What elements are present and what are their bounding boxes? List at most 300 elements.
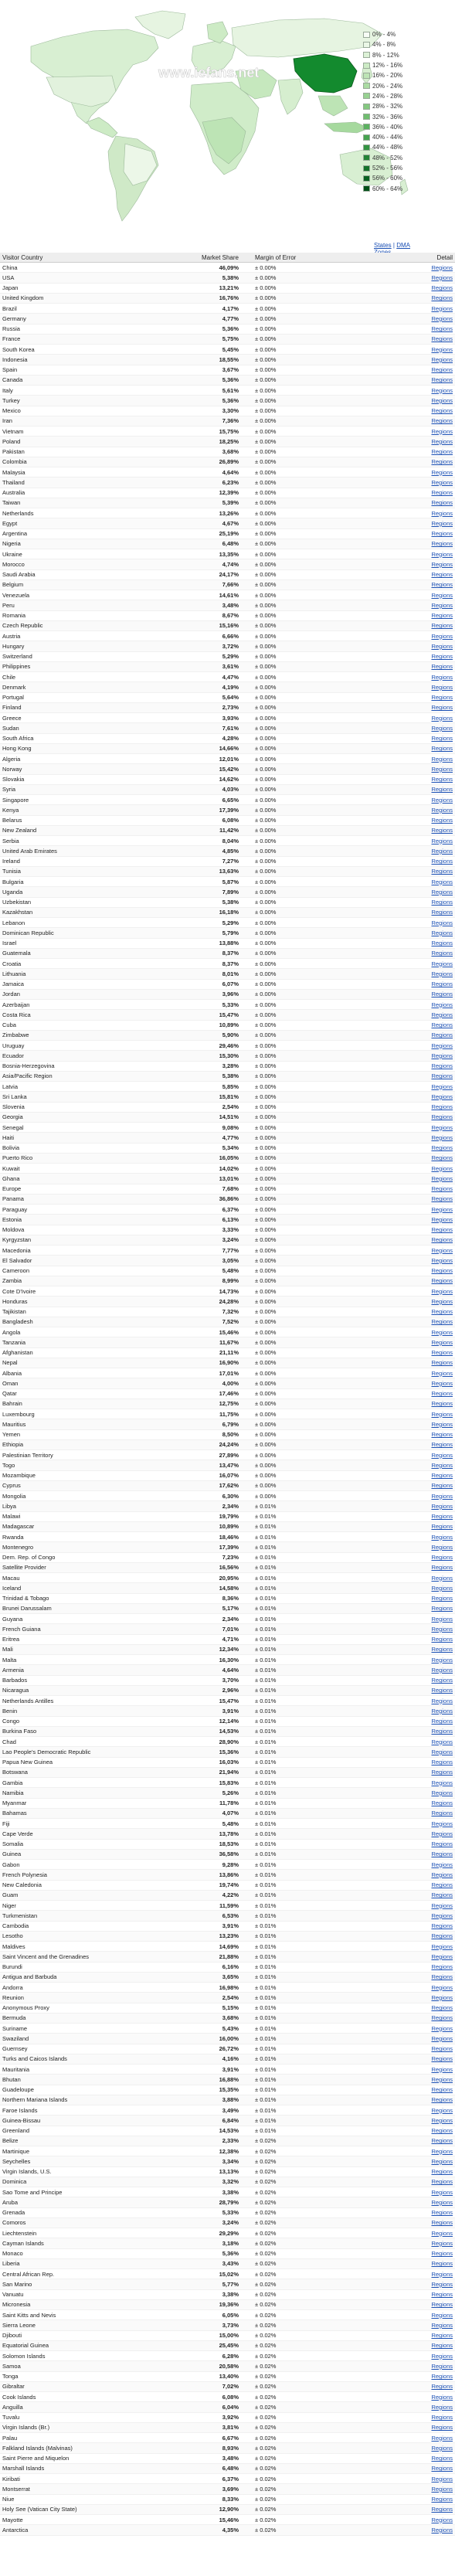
market-share-value: 7,52% xyxy=(159,1317,241,1327)
regions-link[interactable]: Regions xyxy=(431,2137,453,2145)
regions-link[interactable]: Regions xyxy=(431,1318,453,1326)
margin-of-error-value: ± 0.01% xyxy=(241,1614,389,1624)
market-share-value: 15,00% xyxy=(159,2330,241,2340)
regions-link[interactable]: Regions xyxy=(431,858,453,865)
regions-link[interactable]: Regions xyxy=(431,694,453,702)
regions-link[interactable]: Regions xyxy=(431,581,453,589)
table-row xyxy=(0,1737,455,1747)
table-row xyxy=(0,1665,455,1675)
regions-link[interactable]: Regions xyxy=(431,1810,453,1817)
regions-link[interactable]: Regions xyxy=(431,1215,453,1223)
regions-link[interactable]: Regions xyxy=(431,1195,453,1203)
regions-link[interactable]: Regions xyxy=(431,294,453,302)
regions-link[interactable]: Regions xyxy=(431,304,453,312)
regions-link[interactable]: Regions xyxy=(431,1072,453,1080)
regions-link[interactable]: Regions xyxy=(431,1420,453,1428)
regions-link[interactable]: Regions xyxy=(431,540,453,548)
table-row xyxy=(0,651,455,661)
regions-link[interactable]: Regions xyxy=(431,745,453,753)
regions-link[interactable]: Regions xyxy=(431,1584,453,1592)
regions-link[interactable]: Regions xyxy=(431,673,453,681)
regions-link[interactable]: Regions xyxy=(431,960,453,967)
regions-link[interactable]: Regions xyxy=(431,458,453,466)
regions-link[interactable]: Regions xyxy=(431,263,453,271)
detail-cell xyxy=(389,590,455,600)
regions-link[interactable]: Regions xyxy=(431,1677,453,1684)
regions-link[interactable]: Regions xyxy=(431,1963,453,1971)
regions-link[interactable]: Regions xyxy=(431,1297,453,1305)
regions-link[interactable]: Regions xyxy=(431,2465,453,2472)
market-share-value: 11,59% xyxy=(159,1901,241,1911)
regions-link[interactable]: Regions xyxy=(431,806,453,814)
regions-link[interactable]: Regions xyxy=(431,1799,453,1807)
regions-link[interactable]: Regions xyxy=(431,2106,453,2114)
regions-link[interactable]: Regions xyxy=(431,735,453,743)
regions-link[interactable]: Regions xyxy=(431,1349,453,1357)
regions-link[interactable]: Regions xyxy=(431,2065,453,2073)
regions-link[interactable]: Regions xyxy=(431,2209,453,2217)
regions-link[interactable]: Regions xyxy=(431,755,453,763)
regions-link[interactable]: Regions xyxy=(431,1226,453,1234)
regions-link[interactable]: Regions xyxy=(431,847,453,855)
regions-link[interactable]: Regions xyxy=(431,2034,453,2042)
regions-link[interactable]: Regions xyxy=(431,1400,453,1408)
detail-cell xyxy=(389,2474,455,2484)
regions-link[interactable]: Regions xyxy=(431,468,453,476)
regions-link[interactable]: Regions xyxy=(431,1103,453,1111)
margin-of-error-value: ± 0.00% xyxy=(241,959,389,969)
table-row xyxy=(0,1450,455,1460)
regions-link[interactable]: Regions xyxy=(431,2332,453,2340)
regions-link[interactable]: Regions xyxy=(431,1205,453,1213)
regions-link[interactable]: Regions xyxy=(431,478,453,486)
country-name: Singapore xyxy=(0,795,159,805)
margin-of-error-value: ± 0.00% xyxy=(241,467,389,477)
regions-link[interactable]: Regions xyxy=(431,2342,453,2350)
regions-link[interactable]: Regions xyxy=(431,1707,453,1715)
country-name: Zambia xyxy=(0,1276,159,1286)
regions-link[interactable]: Regions xyxy=(431,2147,453,2155)
regions-link[interactable]: Regions xyxy=(431,2260,453,2268)
regions-link[interactable]: Regions xyxy=(431,2075,453,2083)
regions-link[interactable]: Regions xyxy=(431,1769,453,1776)
regions-link[interactable]: Regions xyxy=(431,642,453,650)
regions-link[interactable]: Regions xyxy=(431,714,453,722)
table-row xyxy=(0,2299,455,2309)
regions-link[interactable]: Regions xyxy=(431,2362,453,2370)
regions-link[interactable]: Regions xyxy=(431,899,453,906)
regions-link[interactable]: Regions xyxy=(431,1267,453,1275)
table-row xyxy=(0,1542,455,1552)
regions-link[interactable]: Regions xyxy=(431,396,453,404)
detail-cell xyxy=(389,2484,455,2494)
regions-link[interactable]: Regions xyxy=(431,2270,453,2278)
regions-link[interactable]: Regions xyxy=(431,591,453,599)
regions-link[interactable]: Regions xyxy=(431,1666,453,1674)
regions-link[interactable]: Regions xyxy=(431,909,453,916)
regions-link[interactable]: Regions xyxy=(431,1595,453,1602)
regions-link[interactable]: Regions xyxy=(431,1246,453,1254)
regions-link[interactable]: Regions xyxy=(431,622,453,630)
country-name: Turkmenistan xyxy=(0,1911,159,1921)
legend-label: 24% - 28% xyxy=(372,92,403,100)
margin-of-error-value: ± 0.00% xyxy=(241,1491,389,1501)
regions-link[interactable]: Regions xyxy=(431,355,453,363)
regions-link[interactable]: Regions xyxy=(431,2291,453,2299)
regions-link[interactable]: Regions xyxy=(431,1748,453,1755)
market-share-value: 4,03% xyxy=(159,784,241,794)
regions-link[interactable]: Regions xyxy=(431,1042,453,1049)
regions-link[interactable]: Regions xyxy=(431,1390,453,1398)
regions-link[interactable]: Regions xyxy=(431,2157,453,2165)
regions-link[interactable]: Regions xyxy=(431,2116,453,2124)
regions-link[interactable]: Regions xyxy=(431,1492,453,1500)
regions-link[interactable]: Regions xyxy=(431,427,453,435)
regions-link[interactable]: Regions xyxy=(431,1656,453,1664)
regions-link[interactable]: Regions xyxy=(431,1123,453,1131)
regions-link[interactable]: Regions xyxy=(431,1850,453,1858)
regions-link[interactable]: Regions xyxy=(431,1277,453,1285)
regions-link[interactable]: Regions xyxy=(431,1113,453,1121)
regions-link[interactable]: Regions xyxy=(431,878,453,885)
margin-of-error-value: ± 0.00% xyxy=(241,1409,389,1419)
market-share-value: 17,46% xyxy=(159,1388,241,1398)
table-row xyxy=(0,856,455,866)
regions-link[interactable]: Regions xyxy=(431,601,453,609)
regions-link[interactable]: Regions xyxy=(431,2168,453,2176)
regions-link[interactable]: Regions xyxy=(431,2393,453,2401)
regions-link[interactable]: Regions xyxy=(431,1830,453,1837)
table-row xyxy=(0,1256,455,1266)
regions-link[interactable]: Regions xyxy=(431,1031,453,1039)
regions-link[interactable]: Regions xyxy=(431,345,453,353)
header-visitor-country[interactable]: Visitor Country xyxy=(0,253,159,263)
regions-link[interactable]: Regions xyxy=(431,1687,453,1694)
regions-link[interactable]: Regions xyxy=(431,1605,453,1613)
regions-link[interactable]: Regions xyxy=(431,1482,453,1490)
regions-link[interactable]: Regions xyxy=(431,1881,453,1889)
regions-link[interactable]: Regions xyxy=(431,325,453,333)
regions-link[interactable]: Regions xyxy=(431,1174,453,1182)
regions-link[interactable]: Regions xyxy=(431,1901,453,1909)
regions-link[interactable]: Regions xyxy=(431,1564,453,1572)
legend-swatch xyxy=(363,165,370,172)
regions-link[interactable]: Regions xyxy=(431,1287,453,1295)
regions-link[interactable]: Regions xyxy=(431,2024,453,2032)
regions-link[interactable]: Regions xyxy=(431,2127,453,2135)
table-row xyxy=(0,2340,455,2350)
country-name: Dominica xyxy=(0,2177,159,2187)
regions-link[interactable]: Regions xyxy=(431,448,453,456)
regions-link[interactable]: Regions xyxy=(431,632,453,640)
regions-link[interactable]: Regions xyxy=(431,1942,453,1950)
regions-link[interactable]: Regions xyxy=(431,837,453,845)
regions-link[interactable]: Regions xyxy=(431,335,453,343)
market-share-value: 2,96% xyxy=(159,1685,241,1695)
regions-link[interactable]: Regions xyxy=(431,2516,453,2523)
regions-link[interactable]: Regions xyxy=(431,1093,453,1100)
regions-link[interactable]: Regions xyxy=(431,2352,453,2360)
regions-link[interactable]: Regions xyxy=(431,1328,453,1336)
regions-link[interactable]: Regions xyxy=(431,1533,453,1541)
regions-link[interactable]: Regions xyxy=(431,1718,453,1725)
margin-of-error-value: ± 0.01% xyxy=(241,1767,389,1777)
detail-cell xyxy=(389,1491,455,1501)
regions-link[interactable]: Regions xyxy=(431,724,453,732)
regions-link[interactable]: Regions xyxy=(431,1554,453,1562)
regions-link[interactable]: Regions xyxy=(431,1082,453,1090)
regions-link[interactable]: Regions xyxy=(431,2444,453,2452)
regions-link[interactable]: Regions xyxy=(431,407,453,415)
regions-link[interactable]: Regions xyxy=(431,284,453,292)
regions-link[interactable]: Regions xyxy=(431,1728,453,1735)
regions-link[interactable]: Regions xyxy=(431,1543,453,1551)
table-row xyxy=(0,375,455,385)
table-row xyxy=(0,2013,455,2023)
regions-link[interactable]: Regions xyxy=(431,2475,453,2483)
regions-link[interactable]: Regions xyxy=(431,1738,453,1745)
country-name: Gambia xyxy=(0,1778,159,1788)
margin-of-error-value: ± 0.01% xyxy=(241,1808,389,1818)
regions-link[interactable]: Regions xyxy=(431,489,453,497)
regions-link[interactable]: Regions xyxy=(431,704,453,712)
regions-link[interactable]: Regions xyxy=(431,991,453,998)
country-name: Solomon Islands xyxy=(0,2351,159,2361)
regions-link[interactable]: Regions xyxy=(431,1912,453,1919)
regions-link[interactable]: Regions xyxy=(431,2178,453,2186)
regions-link[interactable]: Regions xyxy=(431,1973,453,1981)
table-row xyxy=(0,2258,455,2268)
regions-link[interactable]: Regions xyxy=(431,2414,453,2421)
regions-link[interactable]: Regions xyxy=(431,827,453,834)
regions-link[interactable]: Regions xyxy=(431,1759,453,1766)
regions-link[interactable]: Regions xyxy=(431,796,453,804)
regions-link[interactable]: Regions xyxy=(431,1472,453,1480)
market-share-value: 4,19% xyxy=(159,682,241,692)
legend-swatch xyxy=(363,42,370,48)
regions-link[interactable]: Regions xyxy=(431,776,453,783)
regions-link[interactable]: Regions xyxy=(431,366,453,374)
regions-link[interactable]: Regions xyxy=(431,2311,453,2319)
regions-link[interactable]: Regions xyxy=(431,2004,453,2012)
detail-cell xyxy=(389,2525,455,2535)
regions-link[interactable]: Regions xyxy=(431,1461,453,1469)
regions-link[interactable]: Regions xyxy=(431,1021,453,1029)
table-row xyxy=(0,488,455,498)
regions-link[interactable]: Regions xyxy=(431,940,453,947)
detail-cell xyxy=(389,754,455,764)
regions-link[interactable]: Regions xyxy=(431,1133,453,1141)
regions-link[interactable]: Regions xyxy=(431,2198,453,2206)
detail-cell xyxy=(389,1205,455,1215)
regions-link[interactable]: Regions xyxy=(431,929,453,936)
regions-link[interactable]: Regions xyxy=(431,950,453,957)
regions-link[interactable]: Regions xyxy=(431,970,453,977)
regions-link[interactable]: Regions xyxy=(431,1789,453,1796)
regions-link[interactable]: Regions xyxy=(431,1779,453,1786)
table-row xyxy=(0,2177,455,2187)
regions-link[interactable]: Regions xyxy=(431,1922,453,1930)
regions-link[interactable]: Regions xyxy=(431,386,453,394)
regions-link[interactable]: Regions xyxy=(431,2526,453,2534)
regions-link[interactable]: Regions xyxy=(431,274,453,281)
regions-link[interactable]: Regions xyxy=(431,817,453,824)
regions-link[interactable]: Regions xyxy=(431,1697,453,1704)
regions-link[interactable]: Regions xyxy=(431,437,453,445)
regions-link[interactable]: Regions xyxy=(431,2014,453,2022)
regions-link[interactable]: Regions xyxy=(431,509,453,517)
regions-link[interactable]: Regions xyxy=(431,499,453,507)
regions-link[interactable]: Regions xyxy=(431,1185,453,1193)
country-name: Reunion xyxy=(0,1993,159,2003)
country-name: Central African Rep. xyxy=(0,2269,159,2279)
regions-link[interactable]: Regions xyxy=(431,612,453,620)
regions-link[interactable]: Regions xyxy=(431,1379,453,1387)
regions-link[interactable]: Regions xyxy=(431,1932,453,1940)
regions-link[interactable]: Regions xyxy=(431,550,453,558)
regions-link[interactable]: Regions xyxy=(431,560,453,568)
regions-link[interactable]: Regions xyxy=(431,2086,453,2094)
regions-link[interactable]: Regions xyxy=(431,571,453,579)
detail-cell xyxy=(389,1317,455,1327)
regions-link[interactable]: Regions xyxy=(431,2383,453,2391)
table-row xyxy=(0,2484,455,2494)
market-share-value: 6,08% xyxy=(159,2392,241,2402)
regions-link[interactable]: Regions xyxy=(431,980,453,988)
regions-link[interactable]: Regions xyxy=(431,1983,453,1991)
detail-cell xyxy=(389,1337,455,1347)
margin-of-error-value: ± 0.00% xyxy=(241,1256,389,1266)
regions-link[interactable]: Regions xyxy=(431,1871,453,1878)
regions-link[interactable]: Regions xyxy=(431,919,453,926)
regions-link[interactable]: Regions xyxy=(431,519,453,527)
regions-link[interactable]: Regions xyxy=(431,683,453,691)
regions-link[interactable]: Regions xyxy=(431,1523,453,1531)
regions-link[interactable]: Regions xyxy=(431,1308,453,1316)
regions-link[interactable]: Regions xyxy=(431,1236,453,1244)
regions-link[interactable]: Regions xyxy=(431,2485,453,2493)
regions-link[interactable]: Regions xyxy=(431,1144,453,1152)
detail-cell xyxy=(389,1153,455,1163)
regions-link[interactable]: Regions xyxy=(431,1502,453,1510)
regions-link[interactable]: Regions xyxy=(431,1820,453,1827)
regions-link[interactable]: Regions xyxy=(431,2373,453,2381)
regions-link[interactable]: Regions xyxy=(431,2321,453,2329)
legend-swatch xyxy=(363,83,370,89)
regions-link[interactable]: Regions xyxy=(431,1840,453,1848)
detail-cell xyxy=(389,2351,455,2361)
detail-cell xyxy=(389,539,455,549)
regions-link[interactable]: Regions xyxy=(431,1001,453,1008)
regions-link[interactable]: Regions xyxy=(431,417,453,425)
regions-link[interactable]: Regions xyxy=(431,1011,453,1018)
legend-swatch xyxy=(363,63,370,69)
regions-link[interactable]: Regions xyxy=(431,1615,453,1623)
regions-link[interactable]: Regions xyxy=(431,1952,453,1960)
margin-of-error-value: ± 0.00% xyxy=(241,887,389,897)
regions-link[interactable]: Regions xyxy=(431,1574,453,1582)
regions-link[interactable]: Regions xyxy=(431,1636,453,1643)
regions-link[interactable]: Regions xyxy=(431,1256,453,1264)
regions-link[interactable]: Regions xyxy=(431,1338,453,1346)
regions-link[interactable]: Regions xyxy=(431,1861,453,1868)
regions-link[interactable]: Regions xyxy=(431,1359,453,1367)
table-row xyxy=(0,1051,455,1061)
regions-link[interactable]: Regions xyxy=(431,1646,453,1653)
regions-link[interactable]: Regions xyxy=(431,2424,453,2432)
country-name: Vanuatu xyxy=(0,2289,159,2299)
regions-link[interactable]: Regions xyxy=(431,2219,453,2227)
regions-link[interactable]: Regions xyxy=(431,888,453,895)
country-name: Guam xyxy=(0,1890,159,1900)
market-share-value: 6,66% xyxy=(159,631,241,641)
regions-link[interactable]: Regions xyxy=(431,530,453,538)
regions-link[interactable]: Regions xyxy=(431,786,453,794)
regions-link[interactable]: Regions xyxy=(431,1441,453,1449)
regions-link[interactable]: Regions xyxy=(431,765,453,773)
regions-link[interactable]: Regions xyxy=(431,1154,453,1162)
regions-link[interactable]: Regions xyxy=(431,1062,453,1070)
regions-link[interactable]: Regions xyxy=(431,1052,453,1059)
regions-link[interactable]: Regions xyxy=(431,2096,453,2104)
market-share-value: 14,51% xyxy=(159,1112,241,1122)
table-row xyxy=(0,733,455,743)
regions-link[interactable]: Regions xyxy=(431,2455,453,2462)
regions-link[interactable]: Regions xyxy=(431,1891,453,1899)
legend-swatch xyxy=(363,32,370,38)
states-link[interactable]: States xyxy=(374,242,392,249)
regions-link[interactable]: Regions xyxy=(431,376,453,384)
regions-link[interactable]: Regions xyxy=(431,2280,453,2288)
regions-link[interactable]: Regions xyxy=(431,2301,453,2309)
regions-link[interactable]: Regions xyxy=(431,2250,453,2258)
dma-zones-link[interactable]: DMA xyxy=(396,242,411,249)
regions-link[interactable]: Regions xyxy=(431,1410,453,1418)
market-share-value: 8,36% xyxy=(159,1593,241,1603)
regions-link[interactable]: Regions xyxy=(431,1625,453,1633)
table-row xyxy=(0,467,455,477)
regions-link[interactable]: Regions xyxy=(431,653,453,661)
regions-link[interactable]: Regions xyxy=(431,2188,453,2196)
header-market-share[interactable]: Market Share xyxy=(159,253,241,263)
table-row xyxy=(0,1153,455,1163)
regions-link[interactable]: Regions xyxy=(431,1164,453,1172)
country-name: Trinidad & Tobago xyxy=(0,1593,159,1603)
regions-link[interactable]: Regions xyxy=(431,868,453,875)
margin-of-error-value: ± 0.01% xyxy=(241,1521,389,1531)
regions-link[interactable]: Regions xyxy=(431,1513,453,1521)
regions-link[interactable]: Regions xyxy=(431,2403,453,2411)
market-share-value: 4,64% xyxy=(159,467,241,477)
regions-link[interactable]: Regions xyxy=(431,1993,453,2001)
regions-link[interactable]: Regions xyxy=(431,2434,453,2442)
regions-link[interactable]: Regions xyxy=(431,2496,453,2503)
regions-link[interactable]: Regions xyxy=(431,2055,453,2063)
regions-link[interactable]: Regions xyxy=(431,1451,453,1459)
regions-link[interactable]: Regions xyxy=(431,2506,453,2513)
regions-link[interactable]: Regions xyxy=(431,1431,453,1439)
regions-link[interactable]: Regions xyxy=(431,2229,453,2237)
country-name: Panama xyxy=(0,1194,159,1204)
header-margin-of-error[interactable]: Margin of Error xyxy=(241,253,389,263)
regions-link[interactable]: Regions xyxy=(431,314,453,322)
detail-cell xyxy=(389,1327,455,1337)
regions-link[interactable]: Regions xyxy=(431,663,453,671)
regions-link[interactable]: Regions xyxy=(431,2045,453,2053)
market-share-value: 18,46% xyxy=(159,1532,241,1542)
regions-link[interactable]: Regions xyxy=(431,2239,453,2247)
regions-link[interactable]: Regions xyxy=(431,1369,453,1377)
